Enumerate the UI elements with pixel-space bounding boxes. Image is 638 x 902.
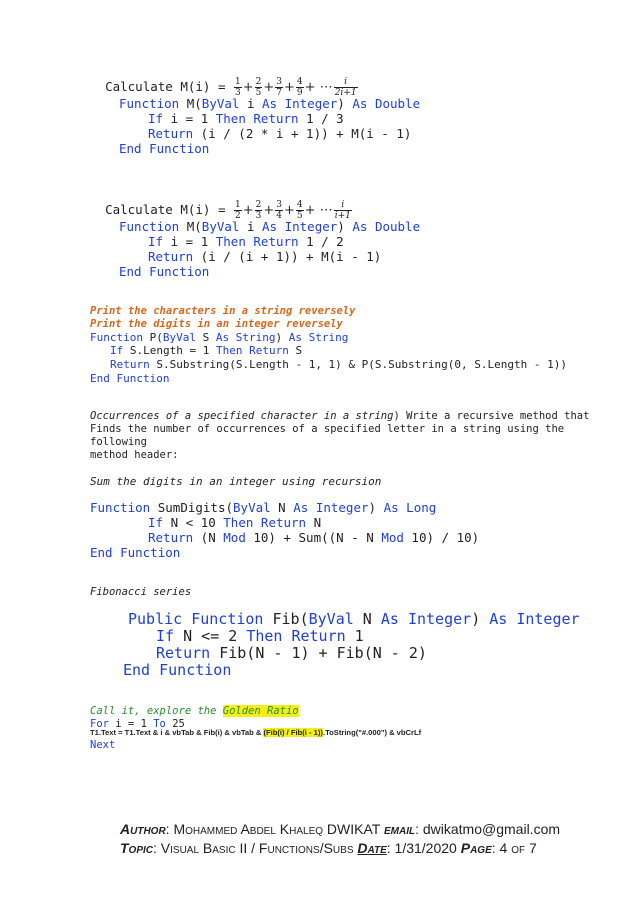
footer-line-2: Topic: Visual Basic II / Functions/Subs Date: 1/31/2020 Page: 4 of 7 xyxy=(120,840,537,856)
author-label: Author xyxy=(120,821,166,837)
formula-2-prefix: Calculate M(i) = xyxy=(105,202,233,217)
golden-line-1: For i = 1 To 25 xyxy=(90,718,185,730)
author-name: Mohammed Abdel Khaleq xyxy=(173,821,324,837)
sumdigits-line-3: Return (N Mod 10) + Sum((N - N Mod 10) / 10) xyxy=(148,530,480,545)
reverse-line-2: If S.Length = 1 Then Return S xyxy=(110,344,303,357)
fraction: $\frac{2}{5}$ xyxy=(255,77,262,98)
fraction: $\frac{1}{3}$ xyxy=(235,77,241,98)
reverse-line-1: Function P(ByVal S As String) As String xyxy=(90,331,349,344)
reverse-title-2: Print the digits in an integer reversely xyxy=(90,318,343,330)
reverse-title-1: Print the characters in a string reversely xyxy=(90,305,356,317)
formula-1-prefix: Calculate M(i) = xyxy=(105,79,233,94)
fraction: $\frac{2}{3}$ xyxy=(255,200,262,221)
fraction-last: $\frac{i}{2i+1}$ xyxy=(334,77,357,98)
golden-ratio-highlight: Golden Ratio xyxy=(222,705,299,717)
formula-1: Calculate M(i) = $\frac{1}{3}$ + $\frac{2}{5}$ + $\frac{3}{7}$ + $\frac{4}{9}$ + ⋯ $\frac{i}{2i+1}$ xyxy=(105,77,357,98)
formula-2: Calculate M(i) = $\frac{1}{2}$ + $\frac{2}{3}$ + $\frac{3}{4}$ + $\frac{4}{5}$ + ⋯ $\frac{i}{i+1}$ xyxy=(105,200,351,221)
fraction: $\frac{3}{4}$ xyxy=(276,200,283,221)
code-block-2-line-3: Return (i / (i + 1)) + M(i - 1) xyxy=(148,249,382,264)
fraction: $\frac{1}{2}$ xyxy=(235,200,241,221)
occurrences-line-4: method header: xyxy=(90,449,179,461)
email-label: email xyxy=(383,821,416,837)
occurrences-line-2: Finds the number of occurrences of a specified letter in a string using the xyxy=(90,423,565,435)
fraction: $\frac{4}{9}$ xyxy=(296,77,303,98)
topic-label: Topic xyxy=(120,840,153,856)
date-value: 1/31/2020 xyxy=(394,840,457,856)
golden-line-3: Next xyxy=(90,739,116,751)
golden-line-2: T1.Text = T1.Text & i & vbTab & Fib(i) & vbTab & (Fib(i) / Fib(i - 1)).ToString("#.000") & vbCrLf xyxy=(90,728,422,737)
date-label: Date xyxy=(357,840,387,856)
page-value: 4 of 7 xyxy=(499,840,537,856)
sumdigits-line-4: End Function xyxy=(90,545,181,560)
fibonacci-line-4: End Function xyxy=(123,661,232,679)
sumdigits-line-1: Function SumDigits(ByVal N As Integer) As Long xyxy=(90,500,437,515)
reverse-line-4: End Function xyxy=(90,372,170,385)
code-block-1-line-2: If i = 1 Then Return 1 / 3 xyxy=(148,111,344,126)
fibonacci-title: Fibonacci series xyxy=(90,586,192,598)
code-block-1-line-3: Return (i / (2 * i + 1)) + M(i - 1) xyxy=(148,126,412,141)
fibonacci-line-2: If N <= 2 Then Return 1 xyxy=(156,627,364,645)
sumdigits-title: Sum the digits in an integer using recursion xyxy=(90,475,382,488)
page-label: Page xyxy=(460,840,492,856)
topic-value: Visual Basic II / Functions/Subs xyxy=(160,840,354,856)
golden-title: Call it, explore the Golden Ratio xyxy=(90,705,299,717)
code-block-2-line-4: End Function xyxy=(119,264,210,279)
code-block-2-line-2: If i = 1 Then Return 1 / 2 xyxy=(148,234,344,249)
code-block-1-line-1: Function M(ByVal i As Integer) As Double xyxy=(119,96,421,111)
fibonacci-line-1: Public Function Fib(ByVal N As Integer) As Integer xyxy=(128,610,580,628)
occurrences-line-3: following xyxy=(90,436,147,448)
sumdigits-line-2: If N < 10 Then Return N xyxy=(148,515,322,530)
fraction: $\frac{3}{7}$ xyxy=(276,77,283,98)
code-block-2-line-1: Function M(ByVal i As Integer) As Double xyxy=(119,219,421,234)
fraction: $\frac{4}{5}$ xyxy=(296,200,303,221)
fraction-last: $\frac{i}{i+1}$ xyxy=(334,200,351,221)
code-block-1-line-4: End Function xyxy=(119,141,210,156)
fibonacci-line-3: Return Fib(N - 1) + Fib(N - 2) xyxy=(156,644,427,662)
reverse-line-3: Return S.Substring(S.Length - 1, 1) & P(S.Substring(0, S.Length - 1)) xyxy=(110,358,567,371)
email-value: dwikatmo@gmail.com xyxy=(422,821,561,837)
occurrences-line-1: Occurrences of a specified character in a string) Write a recursive method that xyxy=(90,410,590,422)
footer-line-1: Author: Mohammed Abdel Khaleq DWIKAT email: dwikatmo@gmail.com xyxy=(120,821,561,837)
